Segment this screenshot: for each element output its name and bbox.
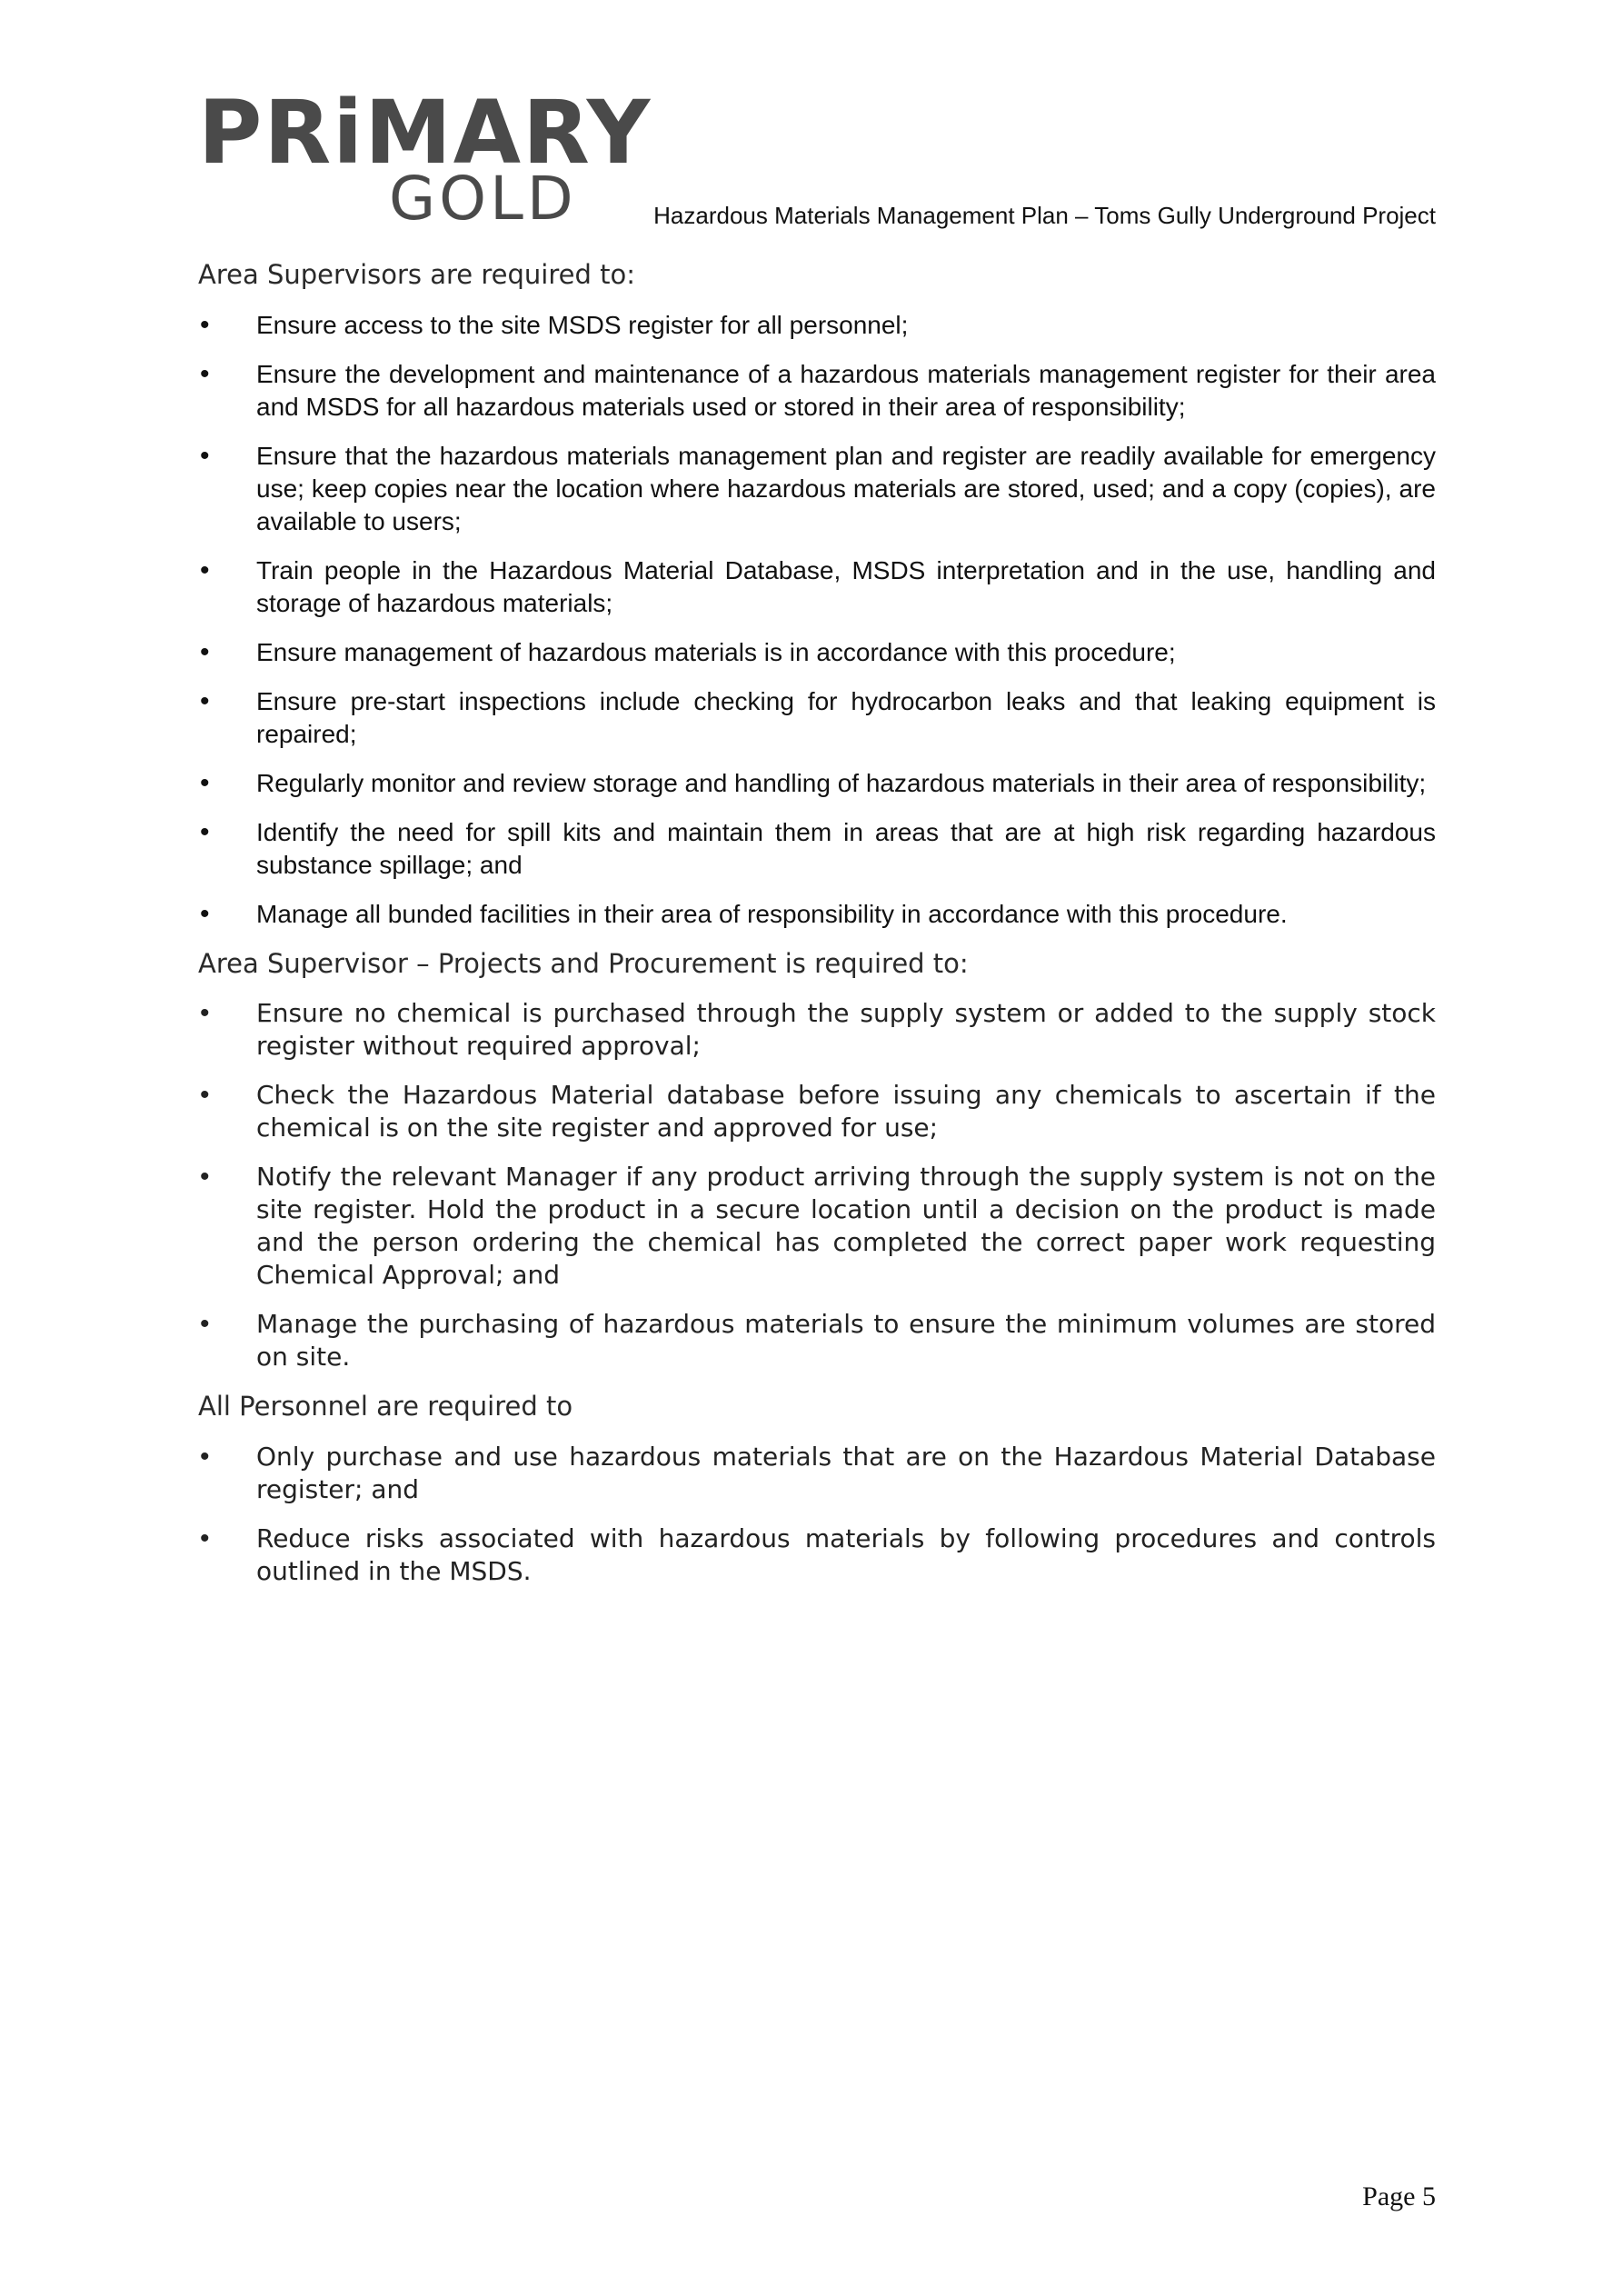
list-item: • Reduce risks associated with hazardous materials by following procedures and controls outlined in the MSDS. [198,1522,1436,1588]
company-logo [198,82,652,235]
logo-gold-text: GOLD [389,164,577,234]
section-projects-procurement [198,947,1436,1374]
list-item: • Manage the purchasing of hazardous materials to ensure the minimum volumes are stored on site. [198,1308,1436,1373]
list-item: • Notify the relevant Manager if any product arriving through the supply system is not on the site register. Hold the product in a secure location until a decision on the product is made and the person ordering the chemical has completed the correct paper work requesting Chemical Approval; and [198,1161,1436,1292]
list-item: • Regularly monitor and review storage and handling of hazardous materials in their area of responsibility; [198,767,1436,800]
section-area-supervisors [198,258,1436,931]
list-item: • Ensure access to the site MSDS register for all personnel; [198,309,1436,342]
list-item: • Ensure the development and maintenance of a hazardous materials management register for their area and MSDS for all hazardous materials used or stored in their area of responsibility; [198,358,1436,424]
list-item: • Train people in the Hazardous Material Database, MSDS interpretation and in the use, handling and storage of hazardous materials; [198,554,1436,620]
document-body [198,258,1436,1604]
page-number: Page 5 [1362,2181,1436,2211]
logo-primary-text: PRiMARY [198,82,652,184]
list-item: • Only purchase and use hazardous materials that are on the Hazardous Material Database register; and [198,1441,1436,1506]
list-item: • Ensure no chemical is purchased through the supply system or added to the supply stock register without required approval; [198,997,1436,1063]
section-all-personnel [198,1390,1436,1588]
list-item: • Ensure that the hazardous materials management plan and register are readily available for emergency use; keep copies near the location where hazardous materials are stored, used; and a copy (copies), are available to users; [198,440,1436,538]
list-item: • Check the Hazardous Material database before issuing any chemicals to ascertain if the chemical is on the site register and approved for use; [198,1079,1436,1144]
bullet-list [198,997,1436,1373]
list-item: • Identify the need for spill kits and maintain them in areas that are at high risk regarding hazardous substance spillage; and [198,816,1436,882]
document-header-title: Hazardous Materials Management Plan – Toms Gully Underground Project [653,202,1436,229]
list-item: • Manage all bunded facilities in their area of responsibility in accordance with this procedure. [198,898,1436,931]
section-heading: Area Supervisors are required to: [198,259,635,290]
list-item: • Ensure pre-start inspections include checking for hydrocarbon leaks and that leaking equipment is repaired; [198,685,1436,751]
section-heading: All Personnel are required to [198,1391,573,1423]
bullet-list [198,309,1436,931]
bullet-list [198,1441,1436,1588]
section-heading: Area Supervisor – Projects and Procurement is required to: [198,947,969,979]
list-item: • Ensure management of hazardous materials is in accordance with this procedure; [198,636,1436,669]
